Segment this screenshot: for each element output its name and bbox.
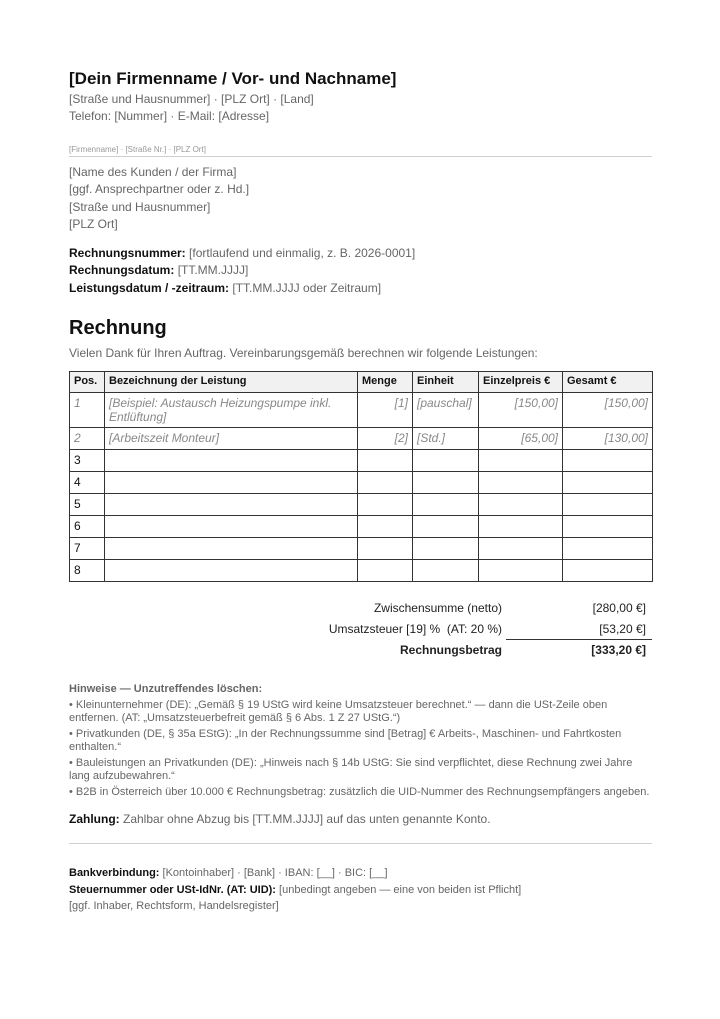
cell-unit <box>413 538 479 560</box>
col-header-quantity: Menge <box>358 372 413 393</box>
subtotal-label: Zwischensumme (netto) <box>373 601 502 615</box>
cell-total <box>563 450 653 472</box>
bank-details-line <box>69 867 388 879</box>
note-small-business: • Kleinunternehmer (DE): „Gemäß § 19 UStG wird keine Umsatzsteuer berechnet.“ — dann die USt-Zeile oben entfernen. (AT: „Umsatzsteuerbefreit gemäß § 6 Abs. 1 Z 27 UStG.“) <box>69 699 608 724</box>
notes-title: Hinweise — Unzutreffendes löschen: <box>69 683 263 695</box>
subtotal-row <box>300 597 652 618</box>
cell-unit <box>413 560 479 582</box>
cell-unit-price <box>479 538 563 560</box>
cell-unit-price <box>479 560 563 582</box>
payment-label: Zahlung: <box>69 812 120 826</box>
cell-quantity <box>358 516 413 538</box>
col-header-description: Bezeichnung der Leistung <box>105 372 358 393</box>
cell-description <box>105 450 358 472</box>
table-row <box>70 393 653 428</box>
table-row <box>70 428 653 450</box>
table-header-row <box>70 372 653 393</box>
cell-pos: 3 <box>70 450 105 472</box>
cell-unit <box>413 494 479 516</box>
cell-total <box>563 494 653 516</box>
col-header-pos: Pos. <box>70 372 105 393</box>
table-row <box>70 516 653 538</box>
recipient-name: [Name des Kunden / der Firma] <box>69 165 237 179</box>
cell-unit <box>413 472 479 494</box>
cell-unit: [Std.] <box>413 428 479 450</box>
table-row <box>70 450 653 472</box>
cell-unit-price <box>479 516 563 538</box>
table-row <box>70 538 653 560</box>
document-title: Rechnung <box>69 317 167 339</box>
total-label: Rechnungsbetrag <box>399 643 502 657</box>
cell-pos: 4 <box>70 472 105 494</box>
note-b2b-austria: • B2B in Österreich über 10.000 € Rechnungsbetrag: zusätzlich die UID-Nummer des Rechnungsempfängers angeben. <box>69 786 650 798</box>
sender-address: [Straße und Hausnummer] · [PLZ Ort] · [Land] <box>69 92 314 106</box>
payment-text: Zahlbar ohne Abzug bis [TT.MM.JJJJ] auf das unten genannte Konto. <box>123 812 491 826</box>
cell-quantity <box>358 560 413 582</box>
cell-description <box>105 472 358 494</box>
cell-unit-price: [150,00] <box>479 393 563 428</box>
cell-description: [Arbeitszeit Monteur] <box>105 428 358 450</box>
cell-quantity: [2] <box>358 428 413 450</box>
service-date-line <box>69 281 381 295</box>
recipient-city: [PLZ Ort] <box>69 217 118 231</box>
tax-id-value: [unbedingt angeben — eine von beiden ist Pflicht] <box>279 884 522 896</box>
cell-unit: [pauschal] <box>413 393 479 428</box>
cell-quantity <box>358 494 413 516</box>
col-header-unit: Einheit <box>413 372 479 393</box>
cell-pos: 2 <box>70 428 105 450</box>
cell-unit <box>413 450 479 472</box>
cell-unit-price <box>479 494 563 516</box>
line-items-table <box>69 371 653 582</box>
col-header-unit-price: Einzelpreis € <box>479 372 563 393</box>
col-header-total: Gesamt € <box>563 372 653 393</box>
recipient-street: [Straße und Hausnummer] <box>69 200 211 214</box>
note-private-customers: • Privatkunden (DE, § 35a EStG): „In der Rechnungssumme sind [Betrag] € Arbeits-, Maschinen- und Fahrtkosten enthalten.“ <box>69 728 622 753</box>
service-date-value: [TT.MM.JJJJ oder Zeitraum] <box>232 281 382 295</box>
cell-unit-price <box>479 450 563 472</box>
tax-id-label: Steuernummer oder USt-IdNr. (AT: UID): <box>69 884 276 896</box>
tax-id-line <box>69 884 521 896</box>
intro-text: Vielen Dank für Ihren Auftrag. Vereinbarungsgemäß berechnen wir folgende Leistungen: <box>69 346 538 360</box>
vat-label: Umsatzsteuer [19] % (AT: 20 %) <box>328 622 502 636</box>
sender-name: [Dein Firmenname / Vor- und Nachname] <box>69 69 397 88</box>
table-row <box>70 472 653 494</box>
cell-total: [130,00] <box>563 428 653 450</box>
cell-total <box>563 538 653 560</box>
cell-total <box>563 472 653 494</box>
service-date-label: Leistungsdatum / -zeitraum: <box>69 281 230 295</box>
cell-unit <box>413 516 479 538</box>
invoice-date-value: [TT.MM.JJJJ] <box>177 263 249 277</box>
cell-pos: 5 <box>70 494 105 516</box>
cell-quantity <box>358 450 413 472</box>
cell-unit-price: [65,00] <box>479 428 563 450</box>
cell-pos: 7 <box>70 538 105 560</box>
table-row <box>70 494 653 516</box>
footer-divider <box>69 843 652 844</box>
cell-quantity <box>358 538 413 560</box>
invoice-date-label: Rechnungsdatum: <box>69 263 175 277</box>
invoice-number-label: Rechnungsnummer: <box>69 246 186 260</box>
total-value: [333,20 €] <box>591 643 646 657</box>
cell-description <box>105 516 358 538</box>
invoice-number-line <box>69 246 415 260</box>
recipient-contact-person: [ggf. Ansprechpartner oder z. Hd.] <box>69 182 250 196</box>
payment-line <box>69 812 491 826</box>
legal-info-line: [ggf. Inhaber, Rechtsform, Handelsregister] <box>69 900 279 912</box>
totals-block <box>300 597 652 660</box>
invoice-date-line <box>69 263 248 277</box>
table-row <box>70 560 653 582</box>
cell-description: [Beispiel: Austausch Heizungspumpe inkl. Entlüftung] <box>105 393 358 428</box>
invoice-number-value: [fortlaufend und einmalig, z. B. 2026-0001] <box>189 246 416 260</box>
total-row <box>300 639 652 660</box>
cell-quantity <box>358 472 413 494</box>
cell-quantity: [1] <box>358 393 413 428</box>
vat-value: [53,20 €] <box>599 622 646 636</box>
return-address-line: [Firmenname] · [Straße Nr.] · [PLZ Ort] <box>69 145 206 154</box>
note-construction: • Bauleistungen an Privatkunden (DE): „Hinweis nach § 14b UStG: Sie sind verpflichtet, diese Rechnung zwei Jahre lang aufzubewahren.“ <box>69 757 633 782</box>
cell-description <box>105 560 358 582</box>
subtotal-value: [280,00 €] <box>592 601 646 615</box>
cell-description <box>105 538 358 560</box>
cell-pos: 6 <box>70 516 105 538</box>
cell-pos: 8 <box>70 560 105 582</box>
cell-description <box>105 494 358 516</box>
return-address-divider <box>69 156 652 157</box>
cell-unit-price <box>479 472 563 494</box>
cell-total: [150,00] <box>563 393 653 428</box>
bank-value: [Kontoinhaber] · [Bank] · IBAN: [__] · BIC: [__] <box>162 867 388 879</box>
cell-pos: 1 <box>70 393 105 428</box>
sender-contact: Telefon: [Nummer] · E-Mail: [Adresse] <box>69 109 270 123</box>
bank-label: Bankverbindung: <box>69 867 160 879</box>
cell-total <box>563 560 653 582</box>
cell-total <box>563 516 653 538</box>
vat-row <box>300 618 652 639</box>
